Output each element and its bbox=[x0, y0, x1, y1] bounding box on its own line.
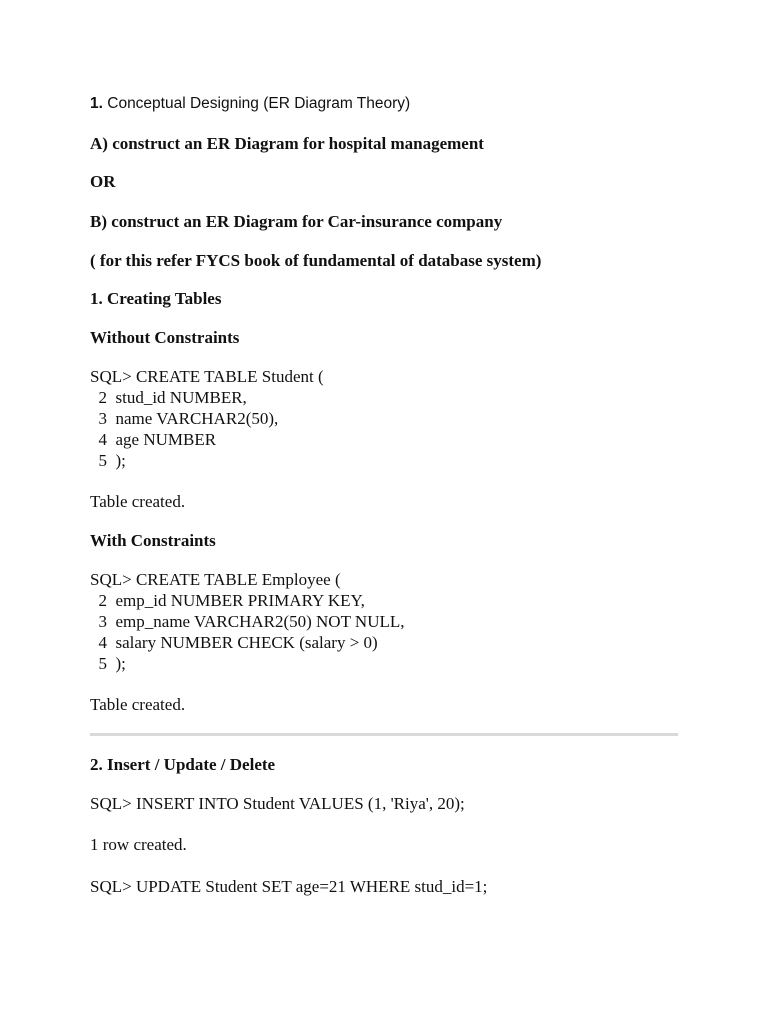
option-a: A) construct an ER Diagram for hospital management bbox=[90, 134, 484, 153]
code-line: 5 ); bbox=[90, 654, 126, 673]
code-line: 2 stud_id NUMBER, bbox=[90, 388, 247, 407]
heading-number: 1. bbox=[90, 95, 103, 112]
table-created-message: Table created. bbox=[90, 695, 186, 714]
code-line: 4 age NUMBER bbox=[90, 430, 217, 449]
insert-statement: SQL> INSERT INTO Student VALUES (1, 'Riya', 20); bbox=[90, 794, 465, 813]
code-line: 5 ); bbox=[90, 451, 126, 470]
refer-note: ( for this refer FYCS book of fundamental of database system) bbox=[90, 251, 542, 270]
option-b: B) construct an ER Diagram for Car-insurance company bbox=[90, 212, 503, 231]
section-1-title: 1. Creating Tables bbox=[90, 289, 222, 308]
with-constraints-label: With Constraints bbox=[90, 531, 216, 550]
code-line: 3 emp_name VARCHAR2(50) NOT NULL, bbox=[90, 612, 405, 631]
section-2-title: 2. Insert / Update / Delete bbox=[90, 755, 276, 774]
code-line: 3 name VARCHAR2(50), bbox=[90, 409, 279, 428]
heading-text: Conceptual Designing (ER Diagram Theory) bbox=[107, 95, 411, 112]
without-constraints-label: Without Constraints bbox=[90, 328, 240, 347]
heading-conceptual-designing bbox=[90, 94, 410, 114]
table-created-message: Table created. bbox=[90, 492, 186, 511]
horizontal-divider bbox=[90, 733, 678, 736]
update-statement: SQL> UPDATE Student SET age=21 WHERE stud_id=1; bbox=[90, 877, 488, 896]
code-line: SQL> CREATE TABLE Employee ( bbox=[90, 570, 341, 589]
row-created-message: 1 row created. bbox=[90, 835, 187, 854]
code-line: SQL> CREATE TABLE Student ( bbox=[90, 367, 324, 386]
code-line: 2 emp_id NUMBER PRIMARY KEY, bbox=[90, 591, 365, 610]
or-text: OR bbox=[90, 172, 116, 191]
code-line: 4 salary NUMBER CHECK (salary > 0) bbox=[90, 633, 378, 652]
